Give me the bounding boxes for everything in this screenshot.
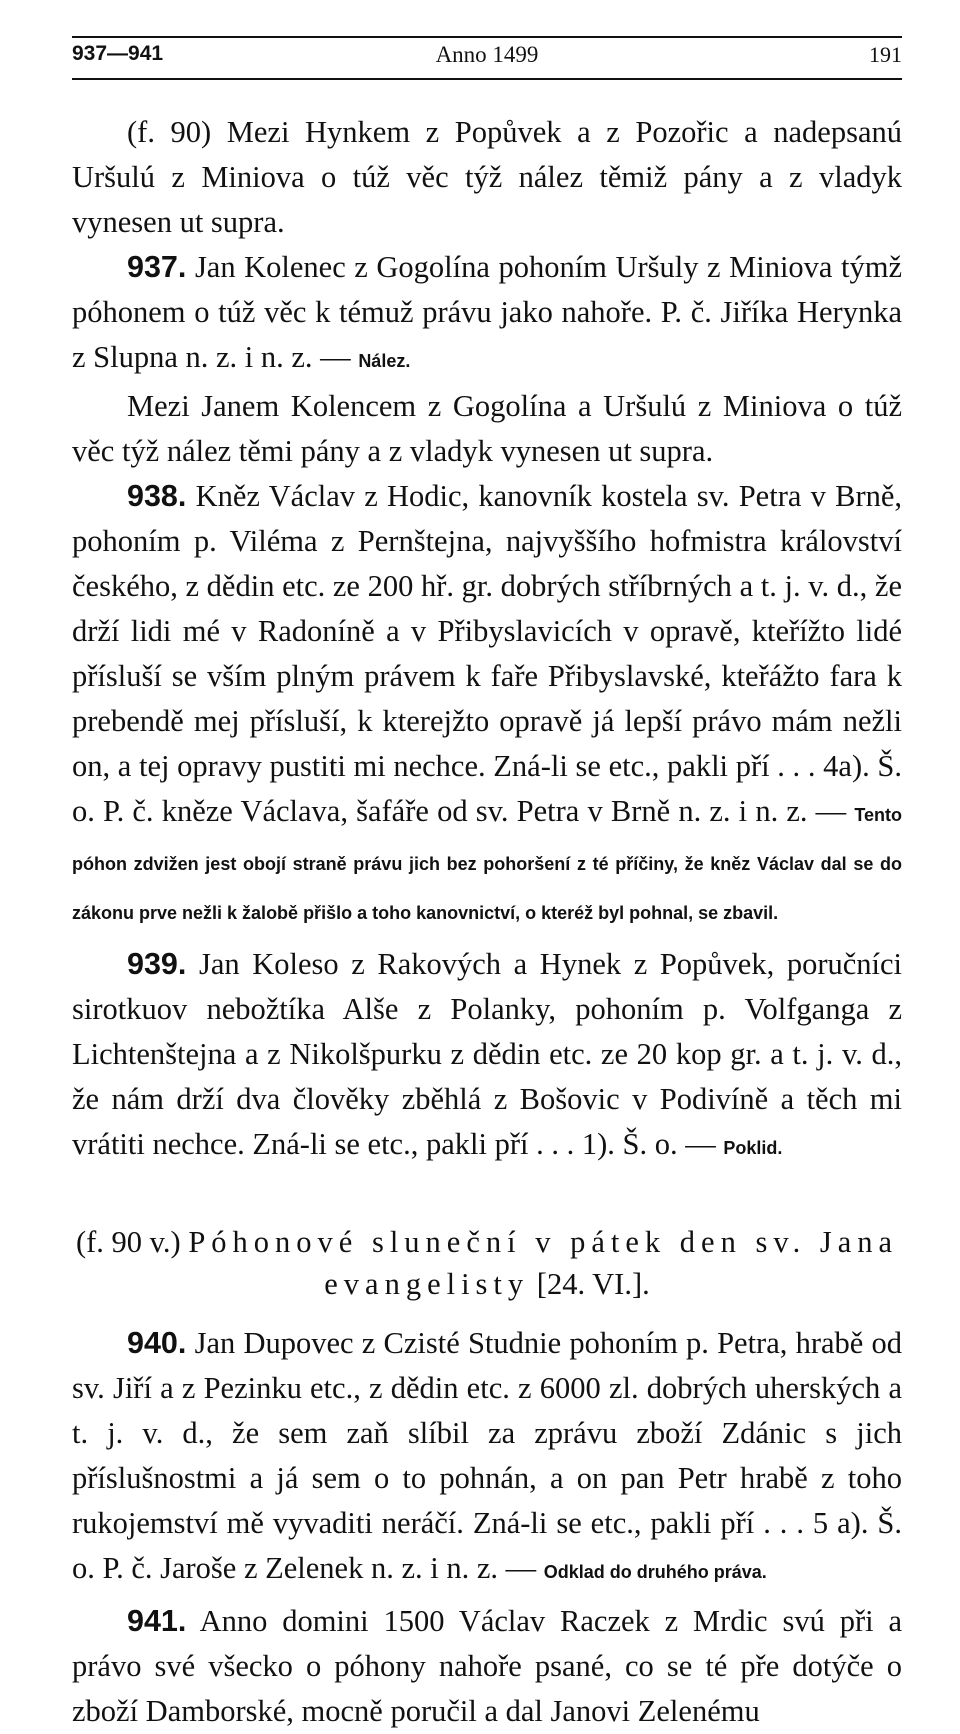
- spacer: [72, 1305, 902, 1321]
- entry-941: [72, 1599, 902, 1734]
- page-body: [72, 110, 902, 1734]
- entry-number: 940.: [127, 1326, 187, 1360]
- entry-note: Poklid.: [723, 1138, 783, 1158]
- rubric-date: [24. VI.].: [536, 1267, 650, 1301]
- entry-note: Odklad do druhého práva.: [543, 1562, 767, 1582]
- entry-939: [72, 942, 902, 1171]
- paragraph-verdict: [72, 384, 902, 474]
- rubric-title: Póhonové sluneční v pátek den sv. Jana evangelisty: [188, 1225, 899, 1301]
- entry-940: [72, 1321, 902, 1595]
- header-year: Anno 1499: [435, 42, 539, 67]
- entry-number: 939.: [127, 947, 187, 981]
- page-number: 191: [869, 42, 902, 67]
- paragraph-text: Mezi Janem Kolencem z Gogolína a Uršulú z Miniova o túž věc týž nález těmi pány a z vladyk vynesen ut supra.: [72, 389, 902, 468]
- entry-text: Jan Koleso z Rakových a Hynek z Popůvek, poručníci sirotkuov nebožtíka Alše z Polanky, pohoním p. Volfganga z Lichtenštejna a z Nikolšpurku z dědin etc. ze 20 kop gr. a t. j. v. d., že nám drží dva člověky zběhlá z Bošovic v Podivíně a těch mi vrátiti nechce. Zná-li se etc., pakli pří . . . 1). Š. o. —: [72, 947, 903, 1161]
- entry-number: 941.: [127, 1604, 187, 1638]
- entry-note: Nález.: [358, 351, 411, 371]
- rubric-folio: (f. 90 v.): [75, 1225, 181, 1259]
- entry-text: Kněz Václav z Hodic, kanovník kostela sv. Petra v Brně, pohoním p. Viléma z Pernštejna, najvyššího hofmistra království českého, z dědin etc. ze 200 hř. gr. dobrých stříbrných a t. j. v. d., že drží lidi mé v Radoníně a v Přibyslavicích v opravě, kteřížto lidé přísluší se vším plným právem k faře Přibyslavské, kteřážto fara k prebendě mej přísluší, k kterejžto opravě já lepší právo mám nežli on, a tej opravy pustiti mi nechce. Zná-li se etc., pakli pří . . . 4a). Š. o. P. č. kněze Václava, šafáře od sv. Petra v Brně n. z. i n. z. —: [72, 479, 903, 828]
- paragraph-intro: [72, 110, 902, 245]
- running-header: [72, 36, 902, 80]
- entry-number: 938.: [127, 479, 187, 513]
- entry-938: [72, 474, 902, 936]
- section-rubric: [72, 1221, 902, 1305]
- entry-range: 937—941: [72, 42, 164, 65]
- entry-number: 937.: [127, 250, 187, 284]
- paragraph-text: (f. 90) Mezi Hynkem z Popůvek a z Pozořic a nadepsanú Uršulú z Miniova o túž věc týž nález těmiž pány a z vladyk vynesen ut supra.: [72, 115, 902, 239]
- entry-937: [72, 245, 902, 384]
- entry-text: Jan Kolenec z Gogolína pohoním Uršuly z Miniova týmž póhonem o túž věc k témuž právu jako nahoře. P. č. Jiříka Herynka z Slupna n. z. i n. z. —: [72, 250, 903, 374]
- entry-text: Jan Dupovec z Czisté Studnie pohoním p. Petra, hrabě od sv. Jiří a z Pezinku etc., z dědin etc. z 6000 zl. dobrých uherských a t. j. v. d., že sem zaň slíbil za zprávu zboží Zdánic s jich příslušnostmi a já sem o to pohnán, a on pan Petr hrabě z toho rukojemství mě vyvaditi neráčí. Zná-li se etc., pakli pří . . . 5 a). Š. o. P. č. Jaroše z Zelenek n. z. i n. z. —: [72, 1326, 903, 1585]
- entry-text: Anno domini 1500 Václav Raczek z Mrdic svú při a právo své všecko o póhony nahoře psané, co se té pře dotýče o zboží Damborské, mocně poručil a dal Janovi Zelenému: [72, 1604, 902, 1728]
- entry-note: Tento póhon zdvižen jest obojí straně právu jich bez pohoršení z té příčiny, že kněz Václav dal se do zákonu prve nežli k žalobě přišlo a toho kanovnictví, o kteréž byl pohnal, se zbavil.: [72, 805, 902, 923]
